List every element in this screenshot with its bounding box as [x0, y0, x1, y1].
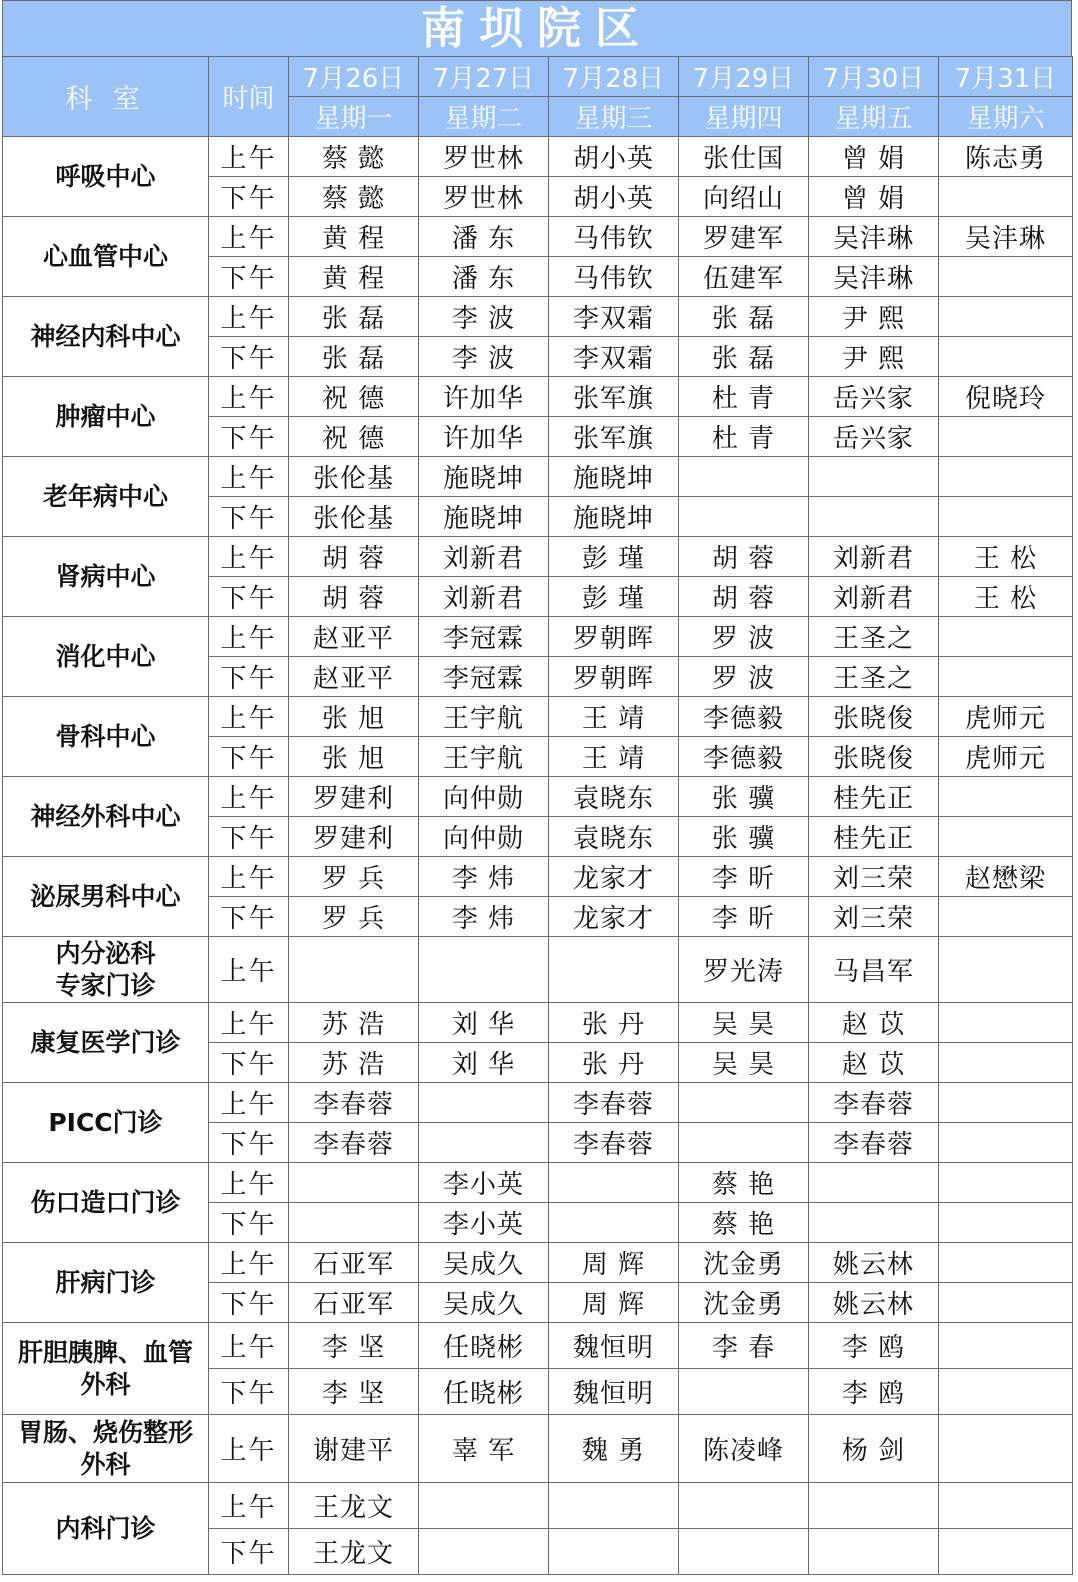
session-time: 下午 — [209, 737, 289, 777]
doctor-cell: 李 鸥 — [809, 1369, 939, 1415]
session-time: 上午 — [209, 1163, 289, 1203]
department-name: 心血管中心 — [3, 217, 209, 297]
doctor-cell: 张军旗 — [549, 417, 679, 457]
doctor-cell: 李 炜 — [419, 897, 549, 937]
doctor-cell: 刘新君 — [809, 537, 939, 577]
doctor-cell: 张晓俊 — [809, 697, 939, 737]
doctor-cell — [939, 457, 1073, 497]
doctor-cell: 彭 瑾 — [549, 577, 679, 617]
doctor-cell: 张 磊 — [289, 337, 419, 377]
doctor-cell — [939, 177, 1073, 217]
doctor-cell: 张晓俊 — [809, 737, 939, 777]
doctor-cell — [939, 1483, 1073, 1529]
department-name: 内分泌科 专家门诊 — [3, 937, 209, 1003]
doctor-cell — [939, 1203, 1073, 1243]
doctor-cell — [809, 1163, 939, 1203]
table-row — [3, 617, 1073, 657]
doctor-cell: 陈志勇 — [939, 137, 1073, 177]
session-time: 下午 — [209, 1123, 289, 1163]
doctor-cell: 胡 蓉 — [679, 577, 809, 617]
header-weekday: 星期五 — [809, 97, 939, 137]
doctor-cell: 杜 青 — [679, 377, 809, 417]
doctor-cell: 吴成久 — [419, 1243, 549, 1283]
department-name: 呼吸中心 — [3, 137, 209, 217]
session-time: 下午 — [209, 817, 289, 857]
doctor-cell: 姚云林 — [809, 1283, 939, 1323]
doctor-cell: 罗建利 — [289, 817, 419, 857]
doctor-cell: 龙家才 — [549, 857, 679, 897]
doctor-cell: 蔡 艳 — [679, 1163, 809, 1203]
doctor-cell: 袁晓东 — [549, 817, 679, 857]
doctor-cell: 李春蓉 — [549, 1123, 679, 1163]
table-row — [3, 697, 1073, 737]
doctor-cell: 李 炜 — [419, 857, 549, 897]
doctor-cell: 辜 军 — [419, 1415, 549, 1483]
session-time: 上午 — [209, 1003, 289, 1043]
session-time: 下午 — [209, 497, 289, 537]
session-time: 上午 — [209, 937, 289, 1003]
doctor-cell: 虎师元 — [939, 697, 1073, 737]
department-name: 消化中心 — [3, 617, 209, 697]
table-row — [3, 1323, 1073, 1369]
doctor-cell — [939, 1123, 1073, 1163]
session-time: 下午 — [209, 897, 289, 937]
doctor-cell: 李 春 — [679, 1323, 809, 1369]
doctor-cell: 向仲勋 — [419, 817, 549, 857]
doctor-cell: 赵亚平 — [289, 657, 419, 697]
header-weekday: 星期四 — [679, 97, 809, 137]
doctor-cell: 胡小英 — [549, 177, 679, 217]
header-weekday: 星期二 — [419, 97, 549, 137]
doctor-cell — [939, 1323, 1073, 1369]
session-time: 下午 — [209, 337, 289, 377]
department-name: 骨科中心 — [3, 697, 209, 777]
doctor-cell: 桂先正 — [809, 777, 939, 817]
doctor-cell: 张 丹 — [549, 1003, 679, 1043]
doctor-cell — [939, 777, 1073, 817]
doctor-cell: 刘三荣 — [809, 897, 939, 937]
doctor-cell — [939, 617, 1073, 657]
doctor-cell: 李德毅 — [679, 737, 809, 777]
doctor-cell: 李 昕 — [679, 897, 809, 937]
doctor-cell: 李冠霖 — [419, 657, 549, 697]
doctor-cell: 苏 浩 — [289, 1003, 419, 1043]
doctor-cell: 刘 华 — [419, 1043, 549, 1083]
department-name: 神经内科中心 — [3, 297, 209, 377]
department-name: 泌尿男科中心 — [3, 857, 209, 937]
doctor-cell: 赵懋梁 — [939, 857, 1073, 897]
department-name: 神经外科中心 — [3, 777, 209, 857]
doctor-cell — [419, 1123, 549, 1163]
doctor-cell: 王宇航 — [419, 697, 549, 737]
doctor-cell: 石亚军 — [289, 1283, 419, 1323]
doctor-cell — [679, 497, 809, 537]
doctor-cell: 王龙文 — [289, 1529, 419, 1575]
doctor-cell — [419, 1483, 549, 1529]
table-row — [3, 457, 1073, 497]
session-time: 下午 — [209, 1043, 289, 1083]
header-date: 7月27日 — [419, 57, 549, 97]
table-row — [3, 137, 1073, 177]
doctor-cell: 李小英 — [419, 1203, 549, 1243]
header-date: 7月30日 — [809, 57, 939, 97]
doctor-cell: 李 鸥 — [809, 1323, 939, 1369]
doctor-cell — [809, 1203, 939, 1243]
doctor-cell: 潘 东 — [419, 257, 549, 297]
doctor-cell: 王 松 — [939, 577, 1073, 617]
session-time: 下午 — [209, 257, 289, 297]
header-weekday: 星期六 — [939, 97, 1073, 137]
doctor-cell: 张 旭 — [289, 737, 419, 777]
session-time: 上午 — [209, 137, 289, 177]
table-row — [3, 1415, 1073, 1483]
doctor-cell: 向仲勋 — [419, 777, 549, 817]
session-time: 下午 — [209, 1283, 289, 1323]
doctor-cell: 罗世林 — [419, 177, 549, 217]
doctor-cell: 罗 兵 — [289, 857, 419, 897]
doctor-cell: 虎师元 — [939, 737, 1073, 777]
doctor-cell — [679, 1483, 809, 1529]
doctor-cell: 张仕国 — [679, 137, 809, 177]
doctor-cell — [549, 1483, 679, 1529]
doctor-cell — [939, 1243, 1073, 1283]
doctor-cell: 沈金勇 — [679, 1283, 809, 1323]
doctor-cell — [939, 337, 1073, 377]
session-time: 上午 — [209, 1323, 289, 1369]
doctor-cell: 王 靖 — [549, 737, 679, 777]
doctor-cell — [939, 257, 1073, 297]
doctor-cell: 吴成久 — [419, 1283, 549, 1323]
doctor-cell: 杨 剑 — [809, 1415, 939, 1483]
department-name: 老年病中心 — [3, 457, 209, 537]
header-time: 时间 — [209, 57, 289, 137]
doctor-cell: 伍建军 — [679, 257, 809, 297]
doctor-cell: 桂先正 — [809, 817, 939, 857]
doctor-cell — [939, 1083, 1073, 1123]
header-weekday: 星期三 — [549, 97, 679, 137]
doctor-cell: 李春蓉 — [809, 1123, 939, 1163]
session-time: 上午 — [209, 1483, 289, 1529]
doctor-cell: 黄 程 — [289, 257, 419, 297]
session-time: 下午 — [209, 1369, 289, 1415]
doctor-cell: 祝 德 — [289, 377, 419, 417]
doctor-cell: 李冠霖 — [419, 617, 549, 657]
doctor-cell: 李 波 — [419, 337, 549, 377]
header-dept: 科 室 — [3, 57, 209, 137]
doctor-cell — [939, 497, 1073, 537]
doctor-cell — [679, 1083, 809, 1123]
table-row — [3, 1243, 1073, 1283]
session-time: 下午 — [209, 1529, 289, 1575]
doctor-cell — [549, 1163, 679, 1203]
doctor-cell: 王 靖 — [549, 697, 679, 737]
doctor-cell: 马昌军 — [809, 937, 939, 1003]
doctor-cell: 魏恒明 — [549, 1323, 679, 1369]
doctor-cell: 张伦基 — [289, 457, 419, 497]
doctor-cell: 罗建军 — [679, 217, 809, 257]
department-name: 康复医学门诊 — [3, 1003, 209, 1083]
session-time: 上午 — [209, 217, 289, 257]
doctor-cell: 马伟钦 — [549, 217, 679, 257]
doctor-cell: 张 磊 — [289, 297, 419, 337]
doctor-cell: 张 磊 — [679, 337, 809, 377]
doctor-cell: 李 波 — [419, 297, 549, 337]
header-date: 7月31日 — [939, 57, 1073, 97]
session-time: 上午 — [209, 297, 289, 337]
table-row — [3, 937, 1073, 1003]
doctor-cell — [809, 457, 939, 497]
doctor-cell: 曾 娟 — [809, 177, 939, 217]
doctor-cell — [939, 817, 1073, 857]
doctor-cell: 石亚军 — [289, 1243, 419, 1283]
doctor-cell: 岳兴家 — [809, 377, 939, 417]
doctor-cell — [549, 937, 679, 1003]
doctor-cell — [679, 1529, 809, 1575]
session-time: 上午 — [209, 617, 289, 657]
session-time: 下午 — [209, 577, 289, 617]
session-time: 上午 — [209, 1243, 289, 1283]
doctor-cell: 任晓彬 — [419, 1323, 549, 1369]
doctor-cell: 龙家才 — [549, 897, 679, 937]
doctor-cell: 祝 德 — [289, 417, 419, 457]
session-time: 下午 — [209, 177, 289, 217]
doctor-cell — [939, 1163, 1073, 1203]
doctor-cell — [939, 657, 1073, 697]
doctor-cell: 罗光涛 — [679, 937, 809, 1003]
doctor-cell: 姚云林 — [809, 1243, 939, 1283]
doctor-cell: 刘新君 — [419, 537, 549, 577]
doctor-cell: 张军旗 — [549, 377, 679, 417]
doctor-cell: 李小英 — [419, 1163, 549, 1203]
schedule-sheet — [2, 0, 1072, 1575]
doctor-cell: 向绍山 — [679, 177, 809, 217]
doctor-cell: 赵 苡 — [809, 1043, 939, 1083]
doctor-cell — [939, 1529, 1073, 1575]
department-name: 内科门诊 — [3, 1483, 209, 1575]
table-row — [3, 1163, 1073, 1203]
table-row — [3, 777, 1073, 817]
doctor-cell: 倪晓玲 — [939, 377, 1073, 417]
doctor-cell: 苏 浩 — [289, 1043, 419, 1083]
session-time: 下午 — [209, 657, 289, 697]
department-name: 胃肠、烧伤整形 外科 — [3, 1415, 209, 1483]
table-row — [3, 217, 1073, 257]
doctor-cell: 李春蓉 — [289, 1083, 419, 1123]
doctor-cell: 李双霜 — [549, 337, 679, 377]
table-body — [3, 137, 1073, 1575]
doctor-cell: 李春蓉 — [549, 1083, 679, 1123]
doctor-cell: 刘新君 — [419, 577, 549, 617]
doctor-cell: 黄 程 — [289, 217, 419, 257]
doctor-cell — [549, 1529, 679, 1575]
doctor-cell: 李 坚 — [289, 1323, 419, 1369]
doctor-cell — [939, 937, 1073, 1003]
doctor-cell — [679, 1123, 809, 1163]
doctor-cell: 魏恒明 — [549, 1369, 679, 1415]
doctor-cell — [679, 457, 809, 497]
doctor-cell: 罗 波 — [679, 657, 809, 697]
doctor-cell: 袁晓东 — [549, 777, 679, 817]
doctor-cell: 王圣之 — [809, 617, 939, 657]
department-name: 肾病中心 — [3, 537, 209, 617]
doctor-cell: 罗 波 — [679, 617, 809, 657]
doctor-cell: 罗朝晖 — [549, 657, 679, 697]
doctor-cell: 周 辉 — [549, 1243, 679, 1283]
doctor-cell: 李双霜 — [549, 297, 679, 337]
doctor-cell: 施晓坤 — [419, 497, 549, 537]
doctor-cell: 王龙文 — [289, 1483, 419, 1529]
doctor-cell: 李春蓉 — [809, 1083, 939, 1123]
doctor-cell: 胡小英 — [549, 137, 679, 177]
doctor-cell: 许加华 — [419, 417, 549, 457]
doctor-cell: 魏 勇 — [549, 1415, 679, 1483]
doctor-cell — [939, 417, 1073, 457]
doctor-cell: 尹 熙 — [809, 337, 939, 377]
doctor-cell: 杜 青 — [679, 417, 809, 457]
table-row — [3, 377, 1073, 417]
doctor-cell: 赵亚平 — [289, 617, 419, 657]
department-name: 伤口造口门诊 — [3, 1163, 209, 1243]
doctor-cell — [939, 897, 1073, 937]
header-date: 7月29日 — [679, 57, 809, 97]
doctor-cell: 张 磊 — [679, 297, 809, 337]
doctor-cell: 胡 蓉 — [679, 537, 809, 577]
doctor-cell: 李德毅 — [679, 697, 809, 737]
doctor-cell — [939, 1283, 1073, 1323]
doctor-cell: 张 骥 — [679, 777, 809, 817]
doctor-cell — [809, 1483, 939, 1529]
session-time: 上午 — [209, 537, 289, 577]
doctor-cell: 陈凌峰 — [679, 1415, 809, 1483]
doctor-cell: 张 丹 — [549, 1043, 679, 1083]
department-name: 肿瘤中心 — [3, 377, 209, 457]
header-date: 7月28日 — [549, 57, 679, 97]
doctor-cell: 罗 兵 — [289, 897, 419, 937]
doctor-cell: 胡 蓉 — [289, 577, 419, 617]
doctor-cell: 曾 娟 — [809, 137, 939, 177]
doctor-cell: 张 旭 — [289, 697, 419, 737]
doctor-cell — [549, 1203, 679, 1243]
table-row — [3, 1083, 1073, 1123]
doctor-cell: 李 坚 — [289, 1369, 419, 1415]
doctor-cell: 许加华 — [419, 377, 549, 417]
doctor-cell: 李 昕 — [679, 857, 809, 897]
table-header — [3, 57, 1073, 137]
doctor-cell — [939, 297, 1073, 337]
doctor-cell: 岳兴家 — [809, 417, 939, 457]
doctor-cell: 施晓坤 — [549, 497, 679, 537]
doctor-cell: 蔡 懿 — [289, 177, 419, 217]
doctor-cell: 王 松 — [939, 537, 1073, 577]
doctor-cell: 刘新君 — [809, 577, 939, 617]
doctor-cell: 潘 东 — [419, 217, 549, 257]
session-time: 上午 — [209, 857, 289, 897]
doctor-cell: 张 骥 — [679, 817, 809, 857]
session-time: 上午 — [209, 1083, 289, 1123]
doctor-cell: 赵 苡 — [809, 1003, 939, 1043]
doctor-cell: 吴 昊 — [679, 1003, 809, 1043]
session-time: 下午 — [209, 417, 289, 457]
doctor-cell: 沈金勇 — [679, 1243, 809, 1283]
doctor-cell — [419, 1529, 549, 1575]
session-time: 上午 — [209, 1415, 289, 1483]
table-row — [3, 1483, 1073, 1529]
header-weekday: 星期一 — [289, 97, 419, 137]
table-row — [3, 857, 1073, 897]
doctor-cell: 胡 蓉 — [289, 537, 419, 577]
table-row — [3, 1003, 1073, 1043]
doctor-cell: 任晓彬 — [419, 1369, 549, 1415]
doctor-cell — [289, 937, 419, 1003]
session-time: 上午 — [209, 377, 289, 417]
doctor-cell: 王圣之 — [809, 657, 939, 697]
doctor-cell: 罗建利 — [289, 777, 419, 817]
department-name: 肝胆胰脾、血管 外科 — [3, 1323, 209, 1415]
doctor-cell — [939, 1043, 1073, 1083]
doctor-cell — [289, 1203, 419, 1243]
schedule-table — [2, 56, 1073, 1575]
doctor-cell: 彭 瑾 — [549, 537, 679, 577]
page-title: 南坝院区 — [2, 0, 1072, 56]
doctor-cell: 尹 熙 — [809, 297, 939, 337]
doctor-cell — [939, 1003, 1073, 1043]
session-time: 下午 — [209, 1203, 289, 1243]
header-row-dates — [3, 57, 1073, 97]
doctor-cell — [679, 1369, 809, 1415]
doctor-cell — [289, 1163, 419, 1203]
department-name: PICC门诊 — [3, 1083, 209, 1163]
table-row — [3, 537, 1073, 577]
doctor-cell: 王宇航 — [419, 737, 549, 777]
session-time: 上午 — [209, 457, 289, 497]
doctor-cell: 吴沣琳 — [939, 217, 1073, 257]
department-name: 肝病门诊 — [3, 1243, 209, 1323]
header-date: 7月26日 — [289, 57, 419, 97]
doctor-cell: 张伦基 — [289, 497, 419, 537]
doctor-cell — [939, 1369, 1073, 1415]
doctor-cell — [419, 937, 549, 1003]
doctor-cell: 谢建平 — [289, 1415, 419, 1483]
doctor-cell: 吴沣琳 — [809, 217, 939, 257]
doctor-cell: 罗世林 — [419, 137, 549, 177]
session-time: 上午 — [209, 777, 289, 817]
doctor-cell: 周 辉 — [549, 1283, 679, 1323]
table-row — [3, 297, 1073, 337]
doctor-cell: 施晓坤 — [419, 457, 549, 497]
doctor-cell — [809, 497, 939, 537]
doctor-cell — [809, 1529, 939, 1575]
doctor-cell — [419, 1083, 549, 1123]
session-time: 上午 — [209, 697, 289, 737]
doctor-cell: 施晓坤 — [549, 457, 679, 497]
doctor-cell: 蔡 艳 — [679, 1203, 809, 1243]
doctor-cell: 刘 华 — [419, 1003, 549, 1043]
doctor-cell: 李春蓉 — [289, 1123, 419, 1163]
doctor-cell — [939, 1415, 1073, 1483]
doctor-cell: 马伟钦 — [549, 257, 679, 297]
doctor-cell: 吴 昊 — [679, 1043, 809, 1083]
doctor-cell: 罗朝晖 — [549, 617, 679, 657]
doctor-cell: 蔡 懿 — [289, 137, 419, 177]
doctor-cell: 吴沣琳 — [809, 257, 939, 297]
doctor-cell: 刘三荣 — [809, 857, 939, 897]
